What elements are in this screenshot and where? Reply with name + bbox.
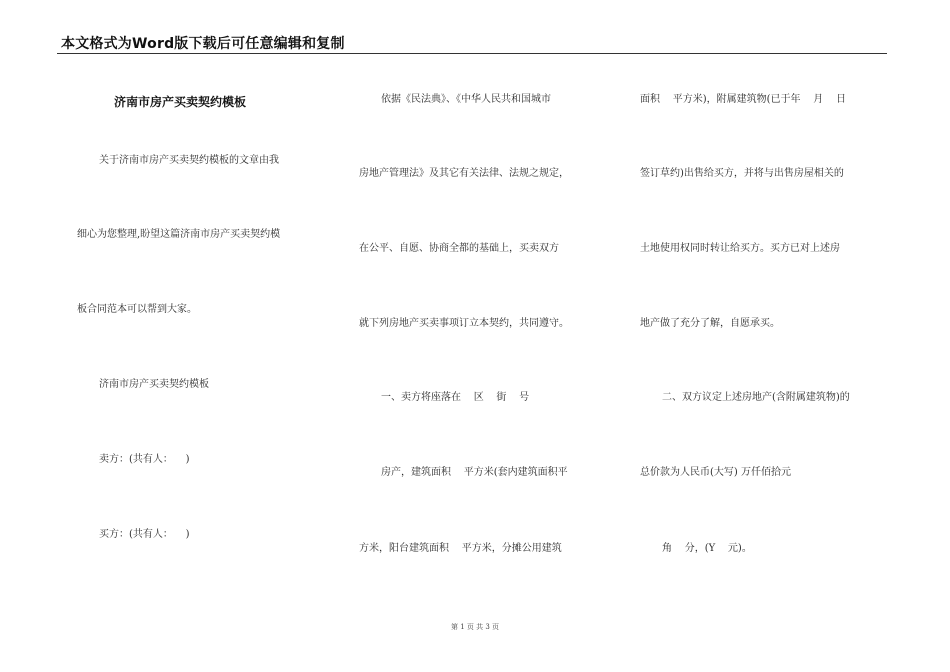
column1-line-5: 卖方：(共有人： ) [99,454,190,465]
column2-line-4: 就下列房地产买卖事项订立本契约，共同遵守。 [359,318,569,329]
column3-line-2: 签订草约)出售给买方，并将与出售房屋相关的 [640,168,844,179]
column3-line-4: 地产做了充分了解，自愿承买。 [640,318,780,329]
column1-line-2: 细心为您整理,盼望这篇济南市房产买卖契约模 [77,229,281,240]
header-divider [57,53,887,54]
column3-line-3: 土地使用权同时转让给买方。买方已对上述房 [640,243,840,254]
column2-line-2: 房地产管理法》及其它有关法律、法规之规定， [359,168,569,179]
page-number: 第 1 页 共 3 页 [450,623,500,631]
column3-line-7: 角 分，(Y 元)。 [662,543,752,554]
document-header-title: 本文格式为Word版下载后可任意编辑和复制 [61,36,345,52]
column1-line-4: 济南市房产买卖契约模板 [99,379,209,390]
column3-line-6: 总价款为人民币(大写) 万仟佰拾元 [640,467,791,478]
column2-line-3: 在公平、自愿、协商全都的基础上，买卖双方 [359,243,559,254]
document-title: 济南市房产买卖契约模板 [114,95,247,109]
column1-line-3: 板合同范本可以帮到大家。 [77,304,197,315]
column2-line-6: 房产，建筑面积 平方米(套内建筑面积平 [381,467,568,478]
column3-line-1: 面积 平方米)，附属建筑物(已于年 月 日 [640,94,846,105]
column2-line-5: 一、卖方将座落在 区 街 号 [381,392,530,403]
column2-line-1: 依据《民法典》、《中华人民共和国城市 [381,94,551,105]
column1-line-6: 买方：(共有人： ) [99,529,190,540]
column1-line-1: 关于济南市房产买卖契约模板的文章由我 [99,155,279,166]
column2-line-7: 方米，阳台建筑面积 平方米，分摊公用建筑 [359,543,562,554]
column3-line-5: 二、双方议定上述房地产(含附属建筑物)的 [662,392,850,403]
